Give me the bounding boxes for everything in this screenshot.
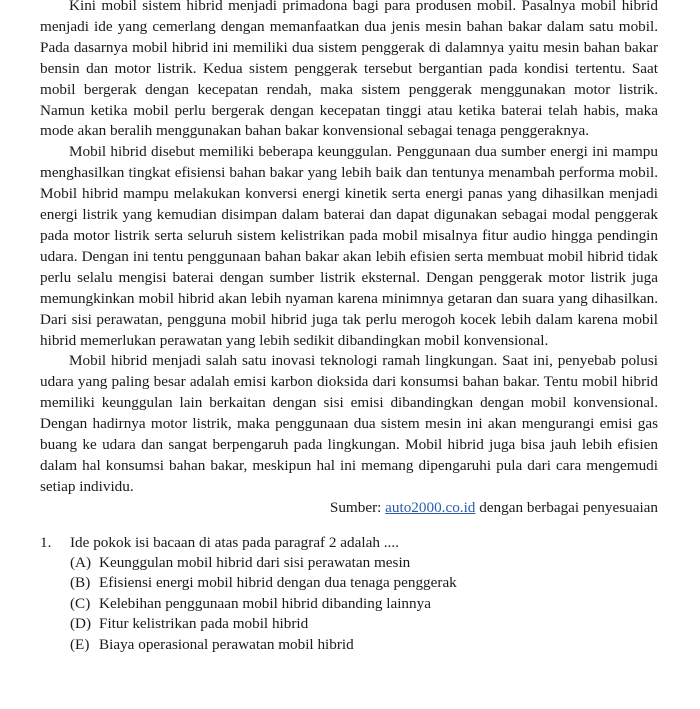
question-stem — [40, 533, 658, 553]
option-text: Kelebihan penggunaan mobil hibrid dibanding lainnya — [99, 594, 431, 612]
option-e[interactable] — [70, 635, 658, 655]
reading-passage — [40, 0, 658, 519]
question-text: Ide pokok isi bacaan di atas pada paragraf 2 adalah .... — [70, 533, 399, 551]
option-letter: (A) — [70, 554, 92, 572]
question-1 — [40, 533, 658, 655]
source-suffix: dengan berbagai penyesuaian — [475, 498, 658, 516]
option-d[interactable] — [70, 614, 658, 634]
option-b[interactable] — [70, 573, 658, 593]
question-number: 1. — [40, 533, 52, 551]
option-letter: (E) — [70, 635, 90, 653]
option-letter: (B) — [70, 574, 91, 592]
paragraph-2: Mobil hibrid disebut memiliki beberapa keunggulan. Penggunaan dua sumber energi ini mampu menghasilkan tingkat efisiensi bahan bakar yang lebih baik dan tentunya menambah performa mobil. Mobil hibrid mampu melakukan konversi energi kinetik serta energi panas yang dihasilkan menjadi energi listrik yang kemudian disimpan dalam baterai dan dapat digunakan sebagai modal penggerak pada motor listrik serta seluruh sistem kelistrikan pada mobil misalnya fitur audio hingga pendingin udara. Dengan ini tentu penggunaan bahan bakar akan lebih efisien serta membuat mobil hibrid tidak perlu selalu mengisi baterai dengan sumber listrik eksternal. Dengan penggerak motor listrik juga memungkinkan mobil hibrid akan lebih nyaman karena minimnya getaran dan suara yang dihasilkan. Dari sisi perawatan, pengguna mobil hibrid juga tak perlu merogoh kocek lebih dalam karena mobil hibrid memerlukan perawatan yang lebih sedikit dibandingkan mobil konvensional. — [40, 143, 658, 349]
paragraph-3: Mobil hibrid menjadi salah satu inovasi teknologi ramah lingkungan. Saat ini, penyebab polusi udara yang paling besar adalah emisi karbon dioksida dari konsumsi bahan bakar. Tentu mobil hibrid memiliki keunggulan lain berkaitan dengan sisi emisi dibandingkan dengan mobil konvensional. Dengan hadirnya motor listrik, maka penggunaan dua sistem mesin ini akan mengurangi emisi gas buang ke udara dan sangat berpengaruh pada lingkungan. Mobil hibrid juga bisa jauh lebih efisien dalam hal konsumsi bahan bakar, meskipun hal ini memang dipengaruhi pula dari cara mengemudi setiap individu. — [40, 352, 658, 495]
option-c[interactable] — [70, 594, 658, 614]
source-link[interactable]: auto2000.co.id — [385, 498, 476, 516]
answer-options — [70, 553, 658, 655]
option-text: Keunggulan mobil hibrid dari sisi perawatan mesin — [99, 554, 411, 572]
option-letter: (D) — [70, 615, 92, 633]
document-page — [40, 0, 658, 655]
source-prefix: Sumber: — [329, 498, 386, 516]
option-text: Efisiensi energi mobil hibrid dengan dua tenaga penggerak — [99, 574, 457, 592]
option-text: Fitur kelistrikan pada mobil hibrid — [99, 615, 309, 633]
option-a[interactable] — [70, 553, 658, 573]
paragraph-1: Kini mobil sistem hibrid menjadi primadona bagi para produsen mobil. Pasalnya mobil hibrid menjadi ide yang cemerlang dengan memanfaatkan dua jenis mesin bahan bakar dalam satu mobil. Pada dasarnya mobil hibrid ini memiliki dua sistem penggerak di dalamnya yaitu mesin bahan bakar bensin dan motor listrik. Kedua sistem penggerak tersebut bergantian pada kondisi tertentu. Saat mobil bergerak dengan kecepatan rendah, maka sistem penggerak menggunakan motor listrik. Namun ketika mobil perlu bergerak dengan kecepatan tinggi atau ketika baterai telah habis, maka mode akan beralih menggunakan bahan bakar konvensional sebagai tenaga penggeraknya. — [40, 0, 658, 140]
source-citation — [40, 498, 658, 519]
option-text: Biaya operasional perawatan mobil hibrid — [99, 635, 354, 653]
option-letter: (C) — [70, 594, 91, 612]
